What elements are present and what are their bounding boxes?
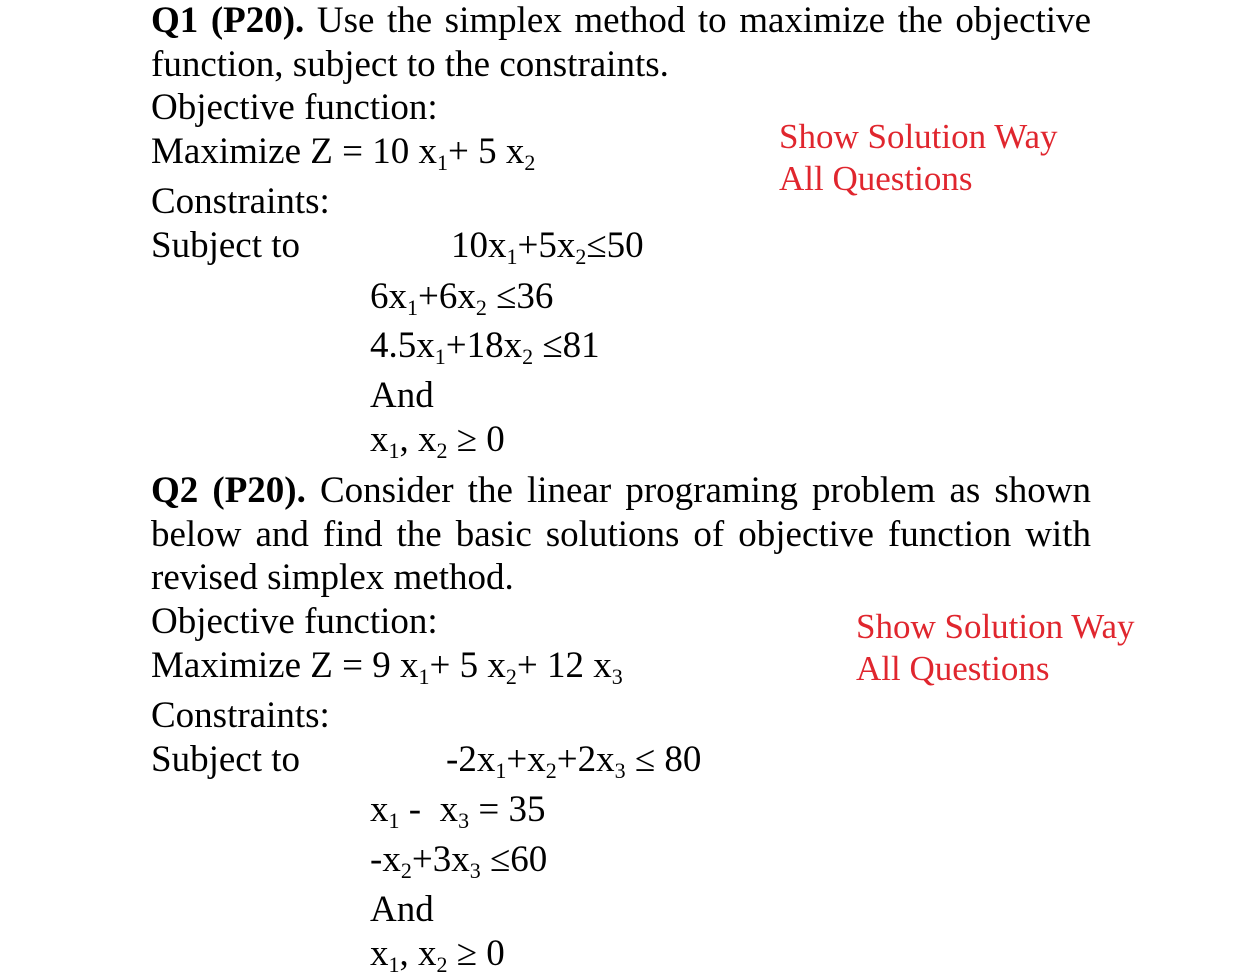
q1-constraint-2: $6x_1+6x_2 \le 36$ — [370, 276, 554, 320]
q1-note-line-2: All Questions — [779, 159, 973, 198]
q2-constraint-1: $-2x_1+x_2+2x_3 \le 80$ — [446, 739, 702, 783]
q1-objective-function: Maximize Z = 10 $x_1+ 5$ $x_2$ — [151, 131, 536, 175]
q2-intro-line-1: Q2 (P20). Consider the linear programing problem as shown — [151, 470, 1091, 511]
q1-label: Q1 (P20). — [151, 0, 305, 41]
q1-constraint-3: $4.5x_1+18x_2 \le 81$ — [370, 325, 600, 369]
q1-and: And — [370, 375, 434, 416]
q2-constraint-2: $x_1 - x_3 = 35$ — [370, 789, 546, 833]
q2-intro-line-2: below and find the basic solutions of objective function with — [151, 514, 1091, 555]
q2-constraint-3: $-x_2+3x_3 \le 60$ — [370, 839, 548, 883]
q2-constraints-heading: Constraints: — [151, 695, 330, 736]
q2-subject-to: Subject to — [151, 739, 301, 780]
q1-intro-line-2: function, subject to the constraints. — [151, 44, 669, 85]
q2-nonnegativity: $x_1$, $x_2 \ge 0$ — [370, 933, 505, 977]
q2-intro-line-3: revised simplex method. — [151, 557, 514, 598]
q1-objective-heading: Objective function: — [151, 87, 438, 128]
q1-subject-to: Subject to — [151, 225, 301, 266]
q2-note-line-1: Show Solution Way — [856, 607, 1135, 646]
q1-constraint-1: $10x_1+5x_2\le 50$ — [451, 225, 644, 269]
q2-objective-heading: Objective function: — [151, 601, 438, 642]
q2-label: Q2 (P20). — [151, 470, 306, 511]
q1-intro-line-1: Q1 (P20). Use the simplex method to maximize the objective — [151, 0, 1091, 41]
q1-nonnegativity: $x_1$, $x_2 \ge 0$ — [370, 419, 505, 463]
q2-objective-function: Maximize Z = 9 $x_1+ 5$ $x_2+ 12$ $x_3$ — [151, 645, 623, 689]
q1-note-line-1: Show Solution Way — [779, 117, 1058, 156]
q2-note-line-2: All Questions — [856, 649, 1050, 688]
q2-and: And — [370, 889, 434, 930]
q1-constraints-heading: Constraints: — [151, 181, 330, 222]
